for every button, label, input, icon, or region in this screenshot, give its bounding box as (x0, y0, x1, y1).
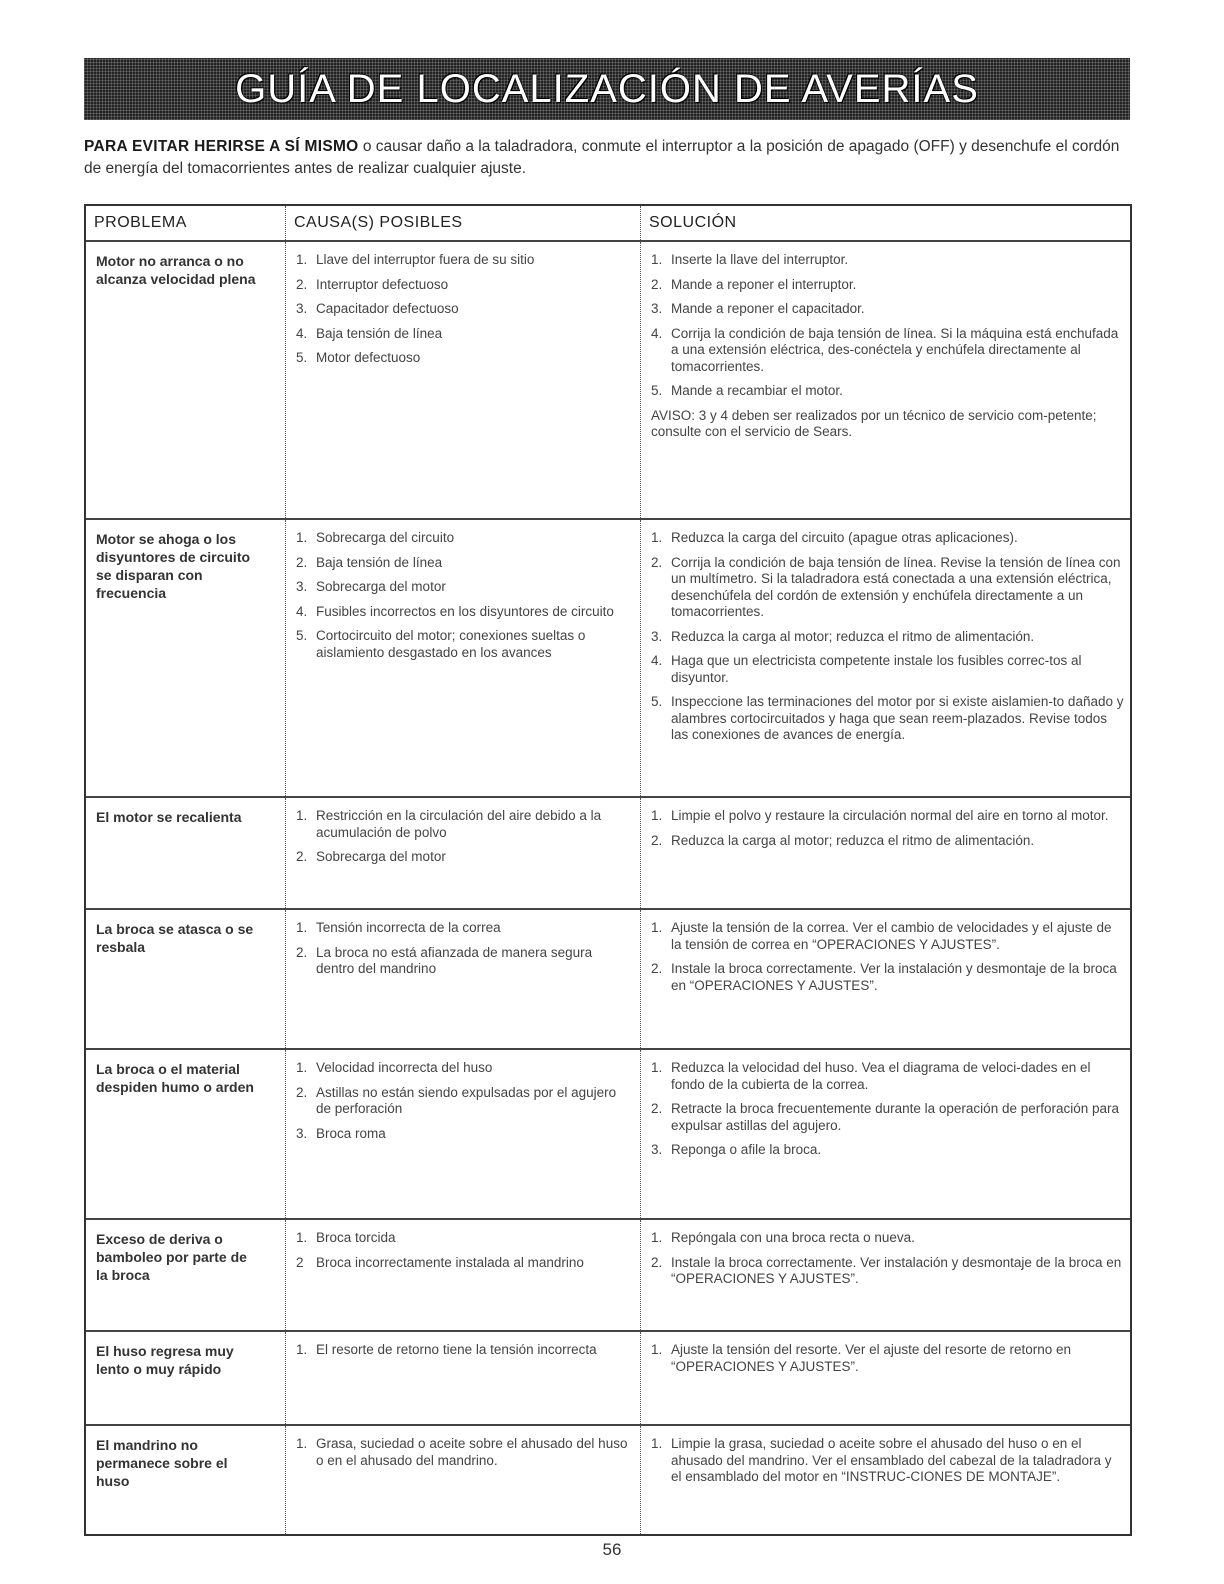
item-text: El resorte de retorno tiene la tensión incorrecta (316, 1342, 597, 1357)
item-number: 4. (296, 603, 308, 619)
item-number: 1. (296, 1436, 308, 1451)
item-text: Capacitador defectuoso (316, 301, 459, 316)
item-text: Tensión incorrecta de la correa (316, 920, 501, 935)
item-number: 4. (651, 653, 663, 668)
item-text: Broca roma (316, 1125, 386, 1141)
problem-cell (86, 1050, 286, 1218)
item-number: 1. (296, 1060, 308, 1075)
item-text: Sobrecarga del motor (316, 579, 446, 594)
safety-intro (84, 136, 1130, 180)
item-number: 2. (296, 849, 308, 864)
solution-cell (641, 1332, 1130, 1424)
problem-text: La broca o el material despiden humo o arden (96, 1061, 254, 1095)
problem-text: El mandrino no permanece sobre el huso (96, 1437, 228, 1489)
list-item (296, 1060, 634, 1077)
item-text: Velocidad incorrecta del huso (316, 1060, 493, 1075)
problem-text: El motor se recalienta (96, 809, 242, 825)
item-text: Reduzca la carga al motor; reduzca el ritmo de alimentación. (671, 832, 1035, 848)
list-item (296, 808, 634, 841)
list-item (651, 1436, 1124, 1486)
item-number: 1. (651, 920, 663, 935)
causes-cell (286, 242, 641, 518)
list-item (296, 849, 634, 866)
list-item (651, 833, 1124, 850)
list-item (296, 1085, 634, 1118)
item-number: 1. (296, 1342, 308, 1357)
list-item (651, 530, 1124, 547)
causes-list (296, 1060, 634, 1142)
causes-list (296, 1230, 634, 1271)
list-item (296, 1436, 634, 1469)
list-item (651, 277, 1124, 294)
item-number: 3. (651, 628, 663, 644)
list-item (651, 653, 1124, 686)
header-causes: CAUSA(S) POSIBLES (286, 206, 641, 240)
problem-text: Motor se ahoga o los disyuntores de circuito se disparan con frecuencia (96, 531, 251, 601)
item-number: 3. (651, 301, 663, 316)
list-item (296, 945, 634, 978)
item-number: 5. (651, 694, 663, 709)
item-text: Limpie el polvo y restaure la circulación normal del aire en torno al motor. (671, 808, 1109, 823)
list-item (651, 1342, 1124, 1375)
list-item (296, 301, 634, 318)
item-number: 1. (651, 808, 663, 823)
list-item (651, 961, 1124, 994)
item-text: Fusibles incorrectos en los disyuntores de circuito (316, 603, 614, 619)
item-text: Motor defectuoso (316, 350, 421, 365)
causes-list (296, 1436, 634, 1469)
list-item (296, 530, 634, 547)
list-item (651, 629, 1124, 646)
problem-cell (86, 1426, 286, 1534)
item-text: Corrija la condición de baja tensión de línea. Si la máquina está enchufada a una extensión eléctrica, des-conéctela y enchúfela directamente al tomacorrientes. (671, 325, 1119, 374)
item-text: Mande a reponer el interruptor. (671, 276, 857, 292)
table-body (86, 242, 1130, 1534)
item-number: 1. (296, 530, 308, 545)
solutions-list (651, 1230, 1124, 1288)
item-text: Reduzca la carga del circuito (apague otras aplicaciones). (671, 530, 1018, 545)
causes-cell (286, 520, 641, 796)
item-number: 2. (651, 961, 663, 976)
list-item (296, 1342, 634, 1359)
causes-list (296, 530, 634, 661)
item-number: 4. (651, 325, 663, 341)
item-text: Repóngala con una broca recta o nueva. (671, 1230, 915, 1245)
item-number: 2. (296, 554, 308, 570)
item-text: Inspeccione las terminaciones del motor por si existe aislamien-to dañado y alambres cortocircuitados y haga que sean reem-plazados. Revise todos las conexiones de avances de energía. (671, 694, 1124, 742)
item-number: 1. (296, 808, 308, 823)
solution-cell (641, 1426, 1130, 1534)
item-number: 3. (651, 1142, 663, 1157)
list-item (296, 628, 634, 661)
causes-cell (286, 1332, 641, 1424)
solutions-list (651, 1060, 1124, 1159)
troubleshooting-table (84, 204, 1132, 1536)
item-number: 5. (651, 383, 663, 398)
item-text: Reduzca la carga al motor; reduzca el ritmo de alimentación. (671, 628, 1035, 644)
solution-cell (641, 1050, 1130, 1218)
item-number: 3. (296, 579, 308, 594)
list-item (651, 1060, 1124, 1093)
item-number: 2. (651, 276, 663, 292)
item-number: 1. (296, 1230, 308, 1245)
item-text: Limpie la grasa, suciedad o aceite sobre el ahusado del huso o en el ahusado del mandrino. Ver el ensamblado del cabezal de la taladradora y el ensamblado del motor en “INSTRUC-CIONES DE MONTAJE”. (671, 1436, 1112, 1484)
item-text: Corrija la condición de baja tensión de línea. Revise la tensión de línea con un multímetro. Si la taladradora está conectada a una extensión eléctrica, desenchúfela del cordón de extensión y enchúfela directamente a un tomacorrientes. (671, 554, 1121, 619)
problem-cell (86, 1220, 286, 1330)
table-row (86, 520, 1130, 798)
item-number: 2 (296, 1254, 304, 1270)
table-row (86, 798, 1130, 910)
page-title: GUÍA DE LOCALIZACIÓN DE AVERÍAS (235, 66, 979, 111)
solution-cell (641, 1220, 1130, 1330)
solution-cell (641, 242, 1130, 518)
item-text: Cortocircuito del motor; conexiones sueltas o aislamiento desgastado en los avances (316, 628, 586, 660)
causes-list (296, 808, 634, 866)
item-number: 1. (296, 920, 308, 935)
solution-cell (641, 798, 1130, 908)
item-text: Astillas no están siendo expulsadas por el agujero de perforación (316, 1084, 617, 1116)
item-text: Baja tensión de línea (316, 325, 443, 341)
item-number: 1. (651, 252, 663, 267)
problem-text: El huso regresa muy lento o muy rápido (96, 1343, 234, 1377)
item-number: 1. (296, 252, 308, 267)
item-number: 2. (651, 1254, 663, 1270)
item-text: Inserte la llave del interruptor. (671, 252, 849, 267)
title-banner (84, 58, 1130, 120)
item-text: Sobrecarga del circuito (316, 530, 455, 545)
table-row (86, 1220, 1130, 1332)
item-number: 1. (651, 1060, 663, 1075)
item-number: 4. (296, 325, 308, 341)
safety-warning-text: o causar daño a la taladradora, conmute el interruptor a la posición de apagado (OFF) y desenchufe el cordón de energía del tomacorrientes antes de realizar cualquier ajuste. (84, 138, 1120, 177)
item-text: Ajuste la tensión del resorte. Ver el ajuste del resorte de retorno en “OPERACIONES Y AJUSTES”. (671, 1342, 1071, 1374)
list-item (296, 326, 634, 343)
header-solution: SOLUCIÓN (649, 214, 737, 231)
table-row (86, 1426, 1130, 1534)
table-row (86, 1050, 1130, 1220)
list-item (296, 1255, 634, 1272)
list-item (651, 1230, 1124, 1247)
causes-cell (286, 798, 641, 908)
item-text: Sobrecarga del motor (316, 849, 446, 864)
service-note: AVISO: 3 y 4 deben ser realizados por un técnico de servicio com-petente; consulte con el servicio de Sears. (651, 407, 1097, 439)
solutions-list (651, 808, 1124, 849)
list-item (296, 277, 634, 294)
list-item (296, 579, 634, 596)
list-item (651, 808, 1124, 825)
problem-cell (86, 910, 286, 1048)
solution-cell (641, 520, 1130, 796)
item-text: Interruptor defectuoso (316, 276, 449, 292)
table-header (86, 206, 1130, 242)
item-number: 2. (651, 1101, 663, 1116)
problem-cell (86, 798, 286, 908)
list-item (296, 1230, 634, 1247)
item-number: 3. (296, 1125, 308, 1141)
item-text: Mande a recambiar el motor. (671, 383, 843, 398)
safety-warning-bold: PARA EVITAR HERIRSE A SÍ MISMO (84, 138, 359, 155)
item-text: Mande a reponer el capacitador. (671, 301, 865, 316)
solutions-list (651, 530, 1124, 744)
list-item (296, 920, 634, 937)
list-item (651, 301, 1124, 318)
list-item (296, 555, 634, 572)
item-text: La broca no está afianzada de manera segura dentro del mandrino (316, 944, 593, 976)
list-item (651, 1255, 1124, 1288)
item-number: 1. (651, 1342, 663, 1357)
page-number: 56 (602, 1540, 622, 1559)
list-item (651, 555, 1124, 621)
list-item (296, 252, 634, 269)
item-text: Baja tensión de línea (316, 554, 443, 570)
item-number: 1. (651, 1436, 663, 1451)
solution-cell (641, 910, 1130, 1048)
item-text: Grasa, suciedad o aceite sobre el ahusado del huso o en el ahusado del mandrino. (316, 1436, 628, 1468)
list-item (651, 1142, 1124, 1159)
list-item (296, 604, 634, 621)
causes-list (296, 252, 634, 367)
problem-text: Exceso de deriva o bamboleo por parte de la broca (96, 1231, 247, 1283)
list-item (651, 326, 1124, 376)
problem-text: La broca se atasca o se resbala (96, 921, 254, 955)
problem-cell (86, 242, 286, 518)
item-text: Reponga o afile la broca. (671, 1142, 822, 1157)
item-text: Ajuste la tensión de la correa. Ver el cambio de velocidades y el ajuste de la tensión de correa en “OPERACIONES Y AJUSTES”. (671, 920, 1112, 952)
item-text: Restricción en la circulación del aire debido a la acumulación de polvo (316, 808, 602, 840)
solutions-list (651, 920, 1124, 994)
causes-list (296, 920, 634, 978)
causes-list (296, 1342, 634, 1359)
table-row (86, 910, 1130, 1050)
item-number: 2. (296, 276, 308, 292)
problem-text: Motor no arranca o no alcanza velocidad plena (96, 253, 256, 287)
solutions-list (651, 1436, 1124, 1486)
header-problem: PROBLEMA (86, 206, 286, 240)
item-text: Reduzca la velocidad del huso. Vea el diagrama de veloci-dades en el fondo de la cubierta de la correa. (671, 1060, 1091, 1092)
table-row (86, 1332, 1130, 1426)
item-number: 2. (296, 944, 308, 960)
item-text: Haga que un electricista competente instale los fusibles correc-tos al disyuntor. (671, 653, 1082, 685)
item-number: 2. (651, 554, 663, 570)
item-text: Instale la broca correctamente. Ver la instalación y desmontaje de la broca en “OPERACIONES Y AJUSTES”. (671, 961, 1117, 993)
item-text: Broca incorrectamente instalada al mandrino (316, 1254, 584, 1270)
solutions-list (651, 1342, 1124, 1375)
problem-cell (86, 1332, 286, 1424)
item-number: 3. (296, 301, 308, 316)
item-text: Broca torcida (316, 1230, 396, 1245)
item-number: 2. (296, 1084, 308, 1100)
causes-cell (286, 1050, 641, 1218)
list-item (651, 694, 1124, 744)
solutions-list (651, 252, 1124, 400)
item-number: 1. (651, 1230, 663, 1245)
list-item (651, 383, 1124, 400)
list-item (651, 1101, 1124, 1134)
item-text: Retracte la broca frecuentemente durante la operación de perforación para expulsar astillas del agujero. (671, 1101, 1120, 1133)
causes-cell (286, 1220, 641, 1330)
table-row (86, 242, 1130, 520)
list-item (296, 1126, 634, 1143)
problem-cell (86, 520, 286, 796)
causes-cell (286, 1426, 641, 1534)
item-number: 2. (651, 832, 663, 848)
item-number: 5. (296, 628, 308, 643)
item-number: 1. (651, 530, 663, 545)
item-number: 5. (296, 350, 308, 365)
item-text: Llave del interruptor fuera de su sitio (316, 252, 535, 267)
list-item (296, 350, 634, 367)
item-text: Instale la broca correctamente. Ver instalación y desmontaje de la broca en “OPERACIONES Y AJUSTES”. (671, 1254, 1122, 1286)
causes-cell (286, 910, 641, 1048)
list-item (651, 920, 1124, 953)
list-item (651, 252, 1124, 269)
